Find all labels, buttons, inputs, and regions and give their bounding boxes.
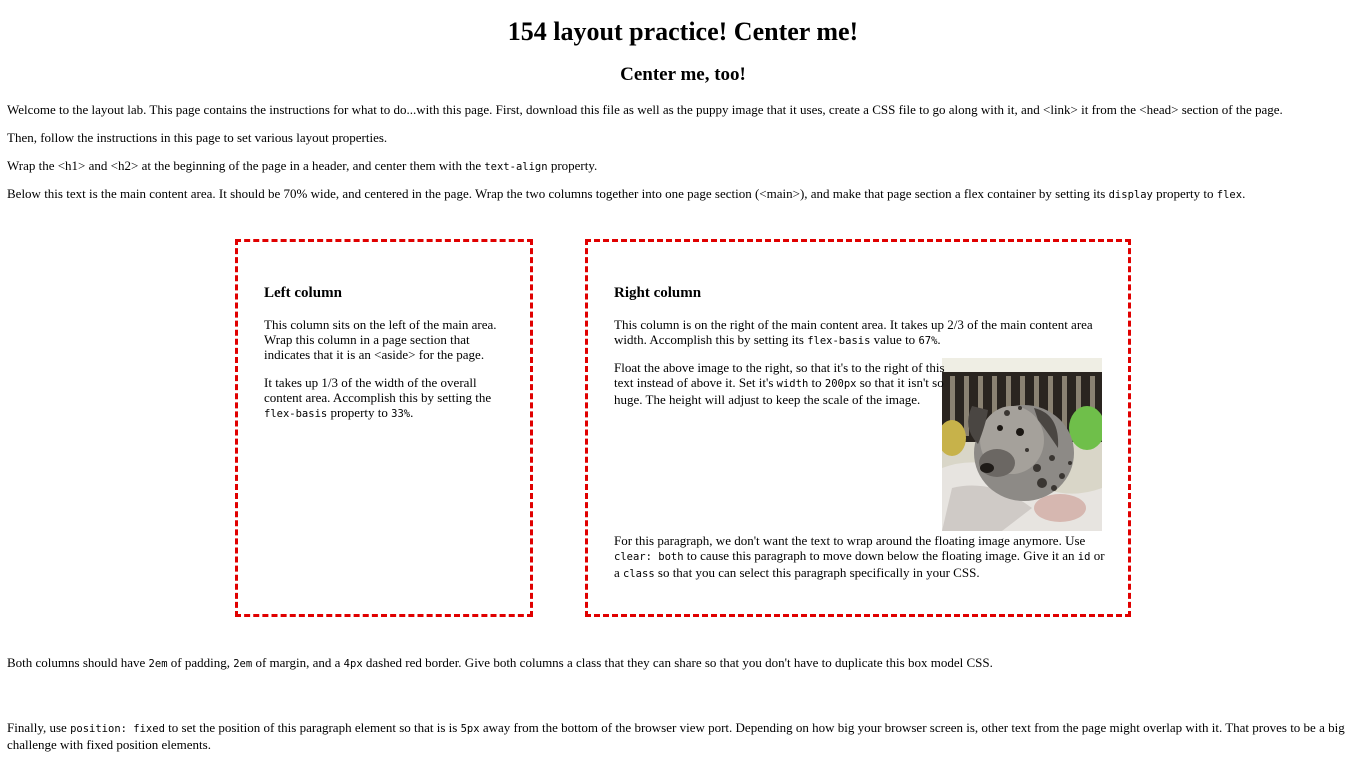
code-snippet: flex-basis <box>264 408 328 420</box>
code-snippet: 2em <box>148 658 168 670</box>
right-column <box>585 239 1131 617</box>
right-column-paragraph-1 <box>614 317 1093 349</box>
left-column-paragraph-1 <box>264 317 497 362</box>
text-line: This column sits on the left of the main area. <box>264 317 497 332</box>
text-line: huge. The height will adjust to keep the scale of the image. <box>614 392 921 407</box>
columns-instructions-paragraph <box>7 655 993 672</box>
right-column-paragraph-2 <box>614 360 945 407</box>
text: Finally, use <box>7 720 71 735</box>
page-title: 154 layout practice! Center me! <box>507 17 859 46</box>
text: or <box>1090 548 1105 563</box>
code-snippet: 67% <box>918 335 938 347</box>
text: Below this text is the main content area. It should be 70% wide, and centered in the page. Wrap the two columns together into one page section (<main>), and make that page section a flex container by setting its <box>7 186 1109 201</box>
page-subtitle: Center me, too! <box>620 64 746 85</box>
text: of margin, and a <box>252 655 344 670</box>
right-column-paragraph-3 <box>614 533 1105 582</box>
puppy-photo-icon <box>942 358 1102 531</box>
text: . <box>937 332 941 347</box>
intro-paragraph-1: Welcome to the layout lab. This page contains the instructions for what to do...with this page. First, download this file as well as the puppy image that it uses, create a CSS file to go along with it, and <link> it from the <head> section of the page. <box>7 102 1283 117</box>
text-line: It takes up 1/3 of the width of the overall <box>264 375 477 390</box>
code-snippet: 33% <box>391 408 411 420</box>
code-snippet: width <box>776 378 809 390</box>
puppy-image <box>942 358 1102 531</box>
text: property to <box>1152 186 1217 201</box>
code-snippet: flex <box>1216 189 1243 201</box>
text: so that it isn't so <box>856 375 944 390</box>
left-column <box>235 239 533 617</box>
text: text instead of above it. Set it's <box>614 375 777 390</box>
fixed-position-paragraph <box>7 720 1347 752</box>
text: property. <box>547 158 598 173</box>
text: so that you can select this paragraph specifically in your CSS. <box>654 565 980 580</box>
text: to <box>808 375 825 390</box>
intro-paragraph-2: Then, follow the instructions in this page to set various layout properties. <box>7 130 388 145</box>
text: to cause this paragraph to move down below the floating image. Give it an <box>683 548 1078 563</box>
code-snippet: class <box>623 568 655 580</box>
text: . <box>410 405 414 420</box>
code-snippet: 2em <box>233 658 253 670</box>
text: away from the bottom of the browser view port. Depending on how big your browser screen is, other text from the page might overlap with it. That proves to be a big challenge with fixed position elements. <box>7 720 1345 752</box>
text: dashed red border. Give both columns a class that they can share so that you don't have to duplicate this box model CSS. <box>362 655 993 670</box>
text: . <box>1242 186 1246 201</box>
text: value to <box>870 332 919 347</box>
code-snippet: 4px <box>343 658 363 670</box>
code-snippet: display <box>1108 189 1153 201</box>
code-snippet: id <box>1077 551 1091 563</box>
code-snippet: clear: both <box>614 551 684 563</box>
left-column-heading: Left column <box>264 285 342 301</box>
code-snippet: 5px <box>460 723 480 735</box>
text: width. Accomplish this by setting its <box>614 332 808 347</box>
intro-paragraph-4 <box>7 186 1245 203</box>
text: of padding, <box>167 655 234 670</box>
text-line: For this paragraph, we don't want the text to wrap around the floating image anymore. Use <box>614 533 1086 548</box>
code-snippet: flex-basis <box>807 335 871 347</box>
code-snippet: position: fixed <box>70 723 165 735</box>
intro-paragraph-3 <box>7 158 597 175</box>
text: a <box>614 565 624 580</box>
text: to set the position of this paragraph element so that is is <box>164 720 461 735</box>
text-line: Wrap this column in a page section that <box>264 332 470 347</box>
text: property to <box>327 405 392 420</box>
code-snippet: 200px <box>824 378 857 390</box>
text-line: content area. Accomplish this by setting the <box>264 390 492 405</box>
text: Wrap the <h1> and <h2> at the beginning of the page in a header, and center them with the <box>7 158 485 173</box>
text-line: Float the above image to the right, so that it's to the right of this <box>614 360 945 375</box>
text-line: indicates that it is an <aside> for the page. <box>264 347 485 362</box>
text-line: This column is on the right of the main content area. It takes up 2/3 of the main content area <box>614 317 1093 332</box>
text: Both columns should have <box>7 655 149 670</box>
left-column-paragraph-2 <box>264 375 491 422</box>
right-column-heading: Right column <box>614 285 702 301</box>
code-snippet: text-align <box>484 161 548 173</box>
